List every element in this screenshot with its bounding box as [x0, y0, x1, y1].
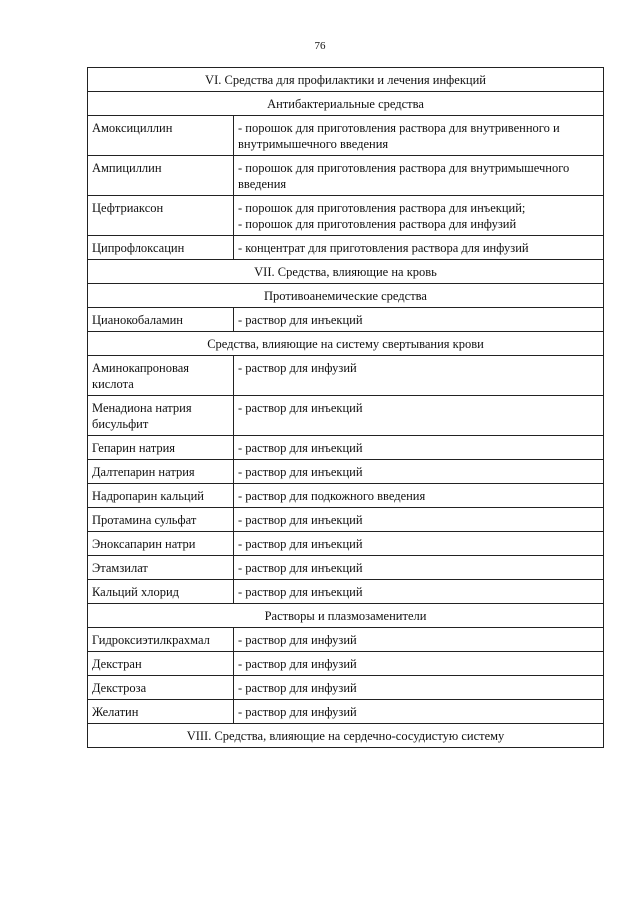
- section-heading: Растворы и плазмозаменители: [88, 604, 604, 628]
- dosage-form: - порошок для приготовления раствора для внутримышечного введения: [238, 161, 570, 191]
- drug-row: [88, 700, 604, 724]
- dosage-form-cell: [234, 308, 604, 332]
- section-row: [88, 92, 604, 116]
- dosage-form-cell: [234, 116, 604, 156]
- drug-row: [88, 236, 604, 260]
- section-heading: Противоанемические средства: [88, 284, 604, 308]
- dosage-form-cell: [234, 460, 604, 484]
- drug-row: [88, 508, 604, 532]
- dosage-form: - раствор для инъекций: [238, 585, 363, 599]
- dosage-form-cell: [234, 532, 604, 556]
- section-row: [88, 332, 604, 356]
- dosage-form: - раствор для инфузий: [238, 633, 357, 647]
- drug-name: Эноксапарин натри: [88, 532, 234, 556]
- dosage-form: - порошок для приготовления раствора для инфузий: [238, 217, 517, 231]
- drug-name: Цефтриаксон: [88, 196, 234, 236]
- dosage-form-cell: [234, 156, 604, 196]
- dosage-form-cell: [234, 700, 604, 724]
- dosage-form: - концентрат для приготовления раствора для инфузий: [238, 241, 529, 255]
- drug-row: [88, 436, 604, 460]
- section-heading: VIII. Средства, влияющие на сердечно-сосудистую систему: [88, 724, 604, 748]
- dosage-form: - раствор для инъекций: [238, 513, 363, 527]
- drug-row: [88, 196, 604, 236]
- section-heading: Средства, влияющие на систему свертывания крови: [88, 332, 604, 356]
- dosage-form-cell: [234, 436, 604, 460]
- drug-row: [88, 484, 604, 508]
- dosage-form-cell: [234, 356, 604, 396]
- dosage-form: - раствор для инъекций: [238, 537, 363, 551]
- drug-name: Гепарин натрия: [88, 436, 234, 460]
- section-heading: VI. Средства для профилактики и лечения инфекций: [88, 68, 604, 92]
- section-row: [88, 604, 604, 628]
- drug-row: [88, 532, 604, 556]
- page-number: 76: [314, 40, 326, 52]
- dosage-form: - раствор для инфузий: [238, 657, 357, 671]
- dosage-form-cell: [234, 676, 604, 700]
- drug-row: [88, 308, 604, 332]
- drug-row: [88, 116, 604, 156]
- dosage-form: - раствор для инфузий: [238, 681, 357, 695]
- drug-name: Менадиона натрия бисульфит: [88, 396, 234, 436]
- drug-row: [88, 580, 604, 604]
- dosage-form-cell: [234, 508, 604, 532]
- dosage-form: - раствор для инъекций: [238, 465, 363, 479]
- drug-table: [87, 67, 604, 748]
- dosage-form-cell: [234, 196, 604, 236]
- dosage-form: - раствор для инъекций: [238, 401, 363, 415]
- dosage-form-cell: [234, 484, 604, 508]
- dosage-form: - раствор для инфузий: [238, 705, 357, 719]
- drug-name: Протамина сульфат: [88, 508, 234, 532]
- section-row: [88, 260, 604, 284]
- drug-name: Аминокапроновая кислота: [88, 356, 234, 396]
- drug-name: Надропарин кальций: [88, 484, 234, 508]
- drug-name: Ципрофлоксацин: [88, 236, 234, 260]
- drug-row: [88, 356, 604, 396]
- dosage-form-cell: [234, 236, 604, 260]
- drug-row: [88, 460, 604, 484]
- section-heading: VII. Средства, влияющие на кровь: [88, 260, 604, 284]
- dosage-form: - раствор для инъекций: [238, 441, 363, 455]
- section-heading: Антибактериальные средства: [88, 92, 604, 116]
- drug-name: Гидроксиэтилкрахмал: [88, 628, 234, 652]
- drug-row: [88, 676, 604, 700]
- drug-row: [88, 156, 604, 196]
- drug-row: [88, 628, 604, 652]
- drug-name: Этамзилат: [88, 556, 234, 580]
- dosage-form-cell: [234, 628, 604, 652]
- drug-name: Ампициллин: [88, 156, 234, 196]
- dosage-form-cell: [234, 396, 604, 436]
- section-row: [88, 724, 604, 748]
- drug-name: Декстран: [88, 652, 234, 676]
- drug-row: [88, 556, 604, 580]
- drug-row: [88, 396, 604, 436]
- dosage-form: - порошок для приготовления раствора для инъекций;: [238, 201, 526, 215]
- dosage-form-cell: [234, 580, 604, 604]
- dosage-form-cell: [234, 556, 604, 580]
- dosage-form: - раствор для инфузий: [238, 361, 357, 375]
- dosage-form: - порошок для приготовления раствора для внутривенного и внутримышечного введения: [238, 121, 560, 151]
- drug-name: Декстроза: [88, 676, 234, 700]
- drug-row: [88, 652, 604, 676]
- drug-name: Амоксициллин: [88, 116, 234, 156]
- table-body: [88, 68, 604, 748]
- drug-name: Желатин: [88, 700, 234, 724]
- section-row: [88, 284, 604, 308]
- drug-name: Кальций хлорид: [88, 580, 234, 604]
- dosage-form: - раствор для подкожного введения: [238, 489, 426, 503]
- drug-name: Цианокобаламин: [88, 308, 234, 332]
- dosage-form: - раствор для инъекций: [238, 313, 363, 327]
- dosage-form-cell: [234, 652, 604, 676]
- section-row: [88, 68, 604, 92]
- dosage-form: - раствор для инъекций: [238, 561, 363, 575]
- drug-name: Далтепарин натрия: [88, 460, 234, 484]
